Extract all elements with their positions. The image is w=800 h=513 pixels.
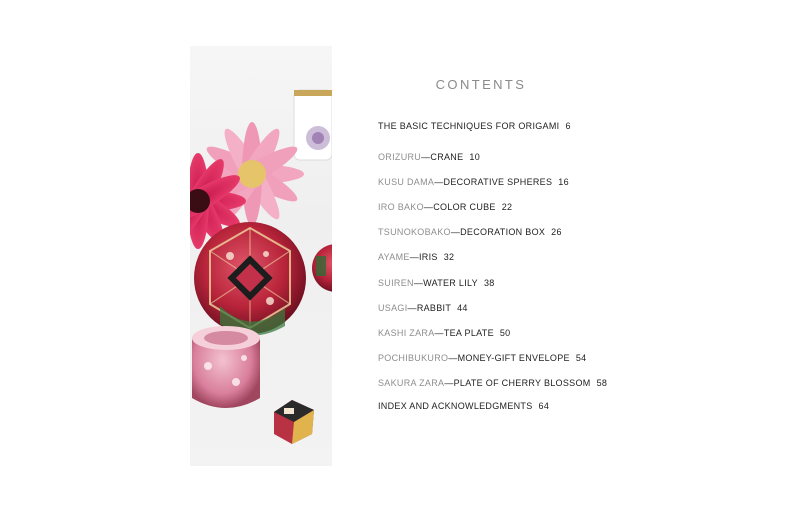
toc-entry-pochibukuro [378, 353, 586, 363]
toc-japanese-name: USAGI [378, 303, 408, 313]
large-origami-sphere [194, 222, 306, 336]
toc-entry-kashi-zara [378, 328, 511, 338]
toc-japanese-name: SAKURA ZARA [378, 378, 445, 388]
toc-japanese-name: POCHIBUKURO [378, 353, 449, 363]
toc-english-title: INDEX AND ACKNOWLEDGMENTS [378, 401, 533, 411]
toc-english-title: —CRANE [421, 152, 464, 162]
toc-japanese-name: SUIREN [378, 278, 414, 288]
toc-page-number: 16 [558, 177, 569, 187]
toc-entry-sakura-zara [378, 378, 607, 388]
toc-japanese-name: ORIZURU [378, 152, 422, 162]
toc-english-title: —DECORATIVE SPHERES [434, 177, 553, 187]
toc-english-title: —RABBIT [407, 303, 452, 313]
partial-origami-sphere [312, 244, 332, 292]
table-of-contents [378, 0, 778, 513]
toc-entry-kusu-dama [378, 177, 569, 187]
toc-page-number: 22 [501, 202, 513, 212]
toc-english-title: —TEA PLATE [434, 328, 494, 338]
toc-english-title: THE BASIC TECHNIQUES FOR ORIGAMI [378, 121, 560, 131]
toc-entry-suiren [378, 278, 495, 288]
toc-entry-orizuru [378, 152, 480, 162]
toc-entry-index [378, 401, 549, 411]
toc-english-title: —COLOR CUBE [423, 202, 496, 212]
toc-page-number: 10 [469, 152, 481, 162]
toc-entry-usagi [378, 303, 468, 313]
toc-english-title: —WATER LILY [413, 278, 478, 288]
toc-page-number: 58 [596, 378, 608, 388]
toc-page-number: 6 [565, 121, 571, 131]
toc-entry-iro-bako [378, 202, 512, 212]
toc-page-number: 26 [551, 227, 562, 237]
toc-entry-tsunokobako [378, 227, 562, 237]
toc-japanese-name: KASHI ZARA [378, 328, 435, 338]
toc-page-number: 64 [538, 401, 550, 411]
small-origami-cube [274, 400, 314, 444]
toc-page-number: 54 [575, 353, 587, 363]
toc-page-number: 50 [499, 328, 511, 338]
contents-title: CONTENTS [435, 77, 527, 92]
toc-entry-basic-techniques [378, 121, 571, 131]
toc-english-title: —DECORATION BOX [450, 227, 546, 237]
toc-entry-ayame [378, 252, 454, 262]
toc-japanese-name: AYAME [378, 252, 410, 262]
pink-origami-box [192, 326, 260, 408]
origami-photo [190, 46, 332, 466]
toc-japanese-name: KUSU DAMA [378, 177, 435, 187]
toc-page-number: 38 [483, 278, 495, 288]
toc-english-title: —MONEY-GIFT ENVELOPE [448, 353, 570, 363]
toc-japanese-name: TSUNOKOBAKO [378, 227, 451, 237]
toc-english-title: —PLATE OF CHERRY BLOSSOM [444, 378, 591, 388]
toc-japanese-name: IRO BAKO [378, 202, 424, 212]
origami-photo-illustration [190, 46, 332, 466]
toc-english-title: —IRIS [409, 252, 438, 262]
toc-page-number: 44 [457, 303, 468, 313]
toc-page-number: 32 [443, 252, 455, 262]
teacup [294, 90, 332, 160]
